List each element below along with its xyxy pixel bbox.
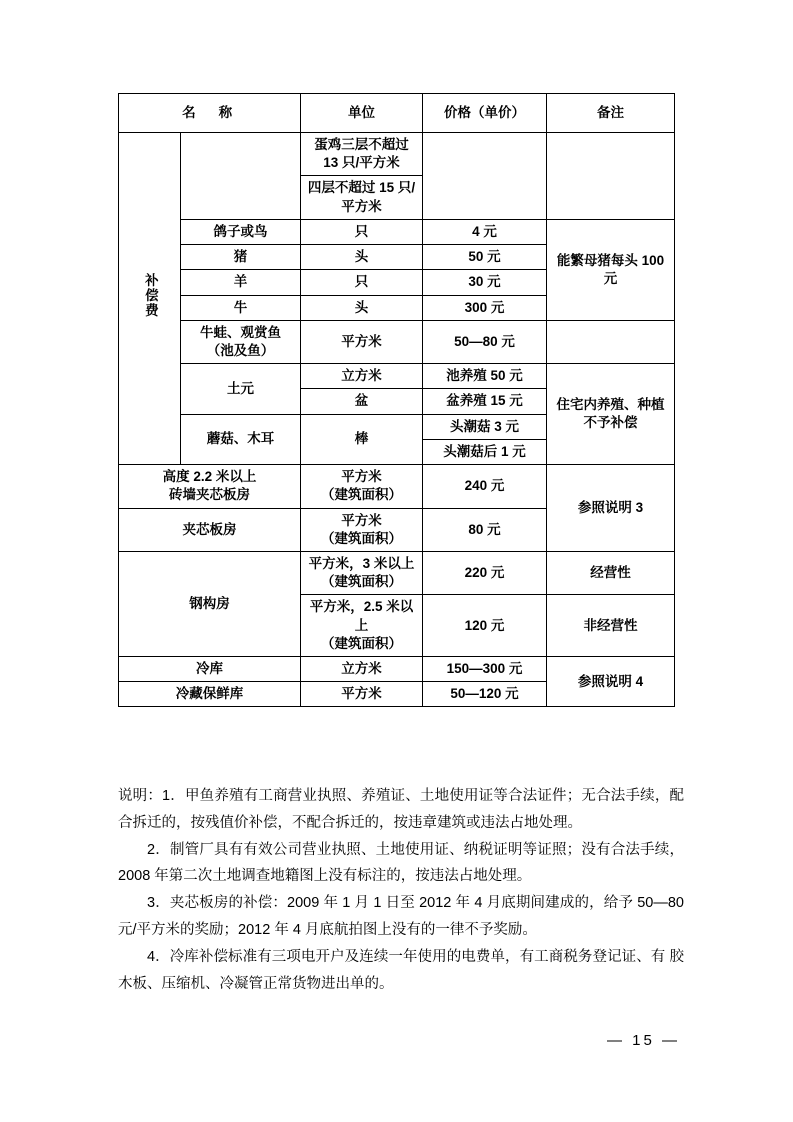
cell-unit-pigeon: 只	[301, 219, 423, 244]
cell-name-mushroom: 蘑菇、木耳	[181, 414, 301, 464]
cell-name-brickwall: 高度 2.2 米以上 砖墙夹芯板房	[119, 465, 301, 508]
cell-price-sandwich: 80 元	[423, 508, 547, 551]
table-row	[119, 364, 675, 389]
cell-name-sandwich: 夹芯板房	[119, 508, 301, 551]
cell-note-eggchicken	[547, 133, 675, 220]
cell-unit-coldstorage: 立方米	[301, 657, 423, 682]
cell-unit-frog: 平方米	[301, 320, 423, 363]
cell-price-steelhouse-1: 220 元	[423, 551, 547, 594]
cell-price-steelhouse-2: 120 元	[423, 595, 547, 657]
compensation-table-container	[118, 93, 674, 707]
cell-unit-sandwich: 平方米 （建筑面积）	[301, 508, 423, 551]
cell-name-freshstorage: 冷藏保鲜库	[119, 682, 301, 707]
cell-price-frog: 50—80 元	[423, 320, 547, 363]
table-row	[119, 551, 675, 594]
cell-unit-tuyuan-2: 盆	[301, 389, 423, 414]
group-label-compensation: 补偿费	[119, 133, 181, 465]
header-note: 备注	[547, 94, 675, 133]
cell-price-coldstorage: 150—300 元	[423, 657, 547, 682]
cell-note-frog	[547, 320, 675, 363]
notes-section	[118, 783, 684, 998]
cell-price-mushroom-2: 头潮菇后 1 元	[423, 439, 547, 464]
cell-unit-freshstorage: 平方米	[301, 682, 423, 707]
cell-note-sow: 能繁母猪每头 100 元	[547, 219, 675, 320]
cell-unit-sheep: 只	[301, 270, 423, 295]
cell-unit-pig: 头	[301, 245, 423, 270]
cell-note-steelhouse-1: 经营性	[547, 551, 675, 594]
cell-unit-eggchicken-1: 蛋鸡三层不超过 13 只/平方米	[301, 133, 423, 176]
cell-name-cow: 牛	[181, 295, 301, 320]
cell-empty-name-eggchicken	[181, 133, 301, 220]
cell-name-pig: 猪	[181, 245, 301, 270]
cell-price-pigeon: 4 元	[423, 219, 547, 244]
table-row	[119, 465, 675, 508]
cell-price-tuyuan-1: 池养殖 50 元	[423, 364, 547, 389]
cell-name-tuyuan: 土元	[181, 364, 301, 414]
cell-unit-tuyuan-1: 立方米	[301, 364, 423, 389]
cell-name-coldstorage: 冷库	[119, 657, 301, 682]
cell-unit-cow: 头	[301, 295, 423, 320]
cell-name-pigeon: 鸽子或鸟	[181, 219, 301, 244]
cell-name-sheep: 羊	[181, 270, 301, 295]
note-line-1: 说明：1．甲鱼养殖有工商营业执照、养殖证、土地使用证等合法证件；无合法手续，配 合拆迁的，按残值价补偿，不配合拆迁的，按违章建筑或违法占地处理。	[118, 788, 684, 831]
cell-price-pig: 50 元	[423, 245, 547, 270]
note-line-3: 3．夹芯板房的补偿：2009 年 1 月 1 日至 2012 年 4 月底期间建成的，给予 50—80元/平方米的奖励；2012 年 4 月底航拍图上没有的一律不予奖励。	[118, 895, 684, 939]
table-row	[119, 657, 675, 682]
cell-price-mushroom-1: 头潮菇 3 元	[423, 414, 547, 439]
cell-note-steelhouse-2: 非经营性	[547, 595, 675, 657]
cell-price-brickwall: 240 元	[423, 465, 547, 508]
header-unit: 单位	[301, 94, 423, 133]
cell-name-frog: 牛蛙、观赏鱼 （池及鱼）	[181, 320, 301, 363]
cell-unit-steelhouse-2: 平方米，2.5 米以 上 （建筑面积）	[301, 595, 423, 657]
cell-price-sheep: 30 元	[423, 270, 547, 295]
cell-note-reference3: 参照说明 3	[547, 465, 675, 552]
cell-unit-eggchicken-2: 四层不超过 15 只/ 平方米	[301, 176, 423, 219]
page-number: — 15 —	[606, 1032, 680, 1049]
cell-note-residential: 住宅内养殖、种植 不予补偿	[547, 364, 675, 465]
cell-price-tuyuan-2: 盆养殖 15 元	[423, 389, 547, 414]
cell-price-freshstorage: 50—120 元	[423, 682, 547, 707]
header-price: 价格（单价）	[423, 94, 547, 133]
cell-price-eggchicken	[423, 133, 547, 220]
table-header-row	[119, 94, 675, 133]
table-row	[119, 133, 675, 176]
cell-unit-steelhouse-1: 平方米，3 米以上 （建筑面积）	[301, 551, 423, 594]
note-line-4: 4．冷库补偿标准有三项电开户及连续一年使用的电费单，有工商税务登记证、有 胶木板、压缩机、冷凝管正常货物进出单的。	[118, 948, 684, 992]
cell-note-reference4: 参照说明 4	[547, 657, 675, 707]
cell-name-steelhouse: 钢构房	[119, 551, 301, 656]
note-line-2: 2．制管厂具有有效公司营业执照、土地使用证、纳税证明等证照；没有合法手续，2008 年第二次土地调查地籍图上没有标注的，按违法占地处理。	[118, 841, 684, 885]
compensation-table	[118, 93, 675, 707]
cell-unit-mushroom: 棒	[301, 414, 423, 464]
cell-unit-brickwall: 平方米 （建筑面积）	[301, 465, 423, 508]
header-name: 名 称	[119, 94, 301, 133]
table-row	[119, 320, 675, 363]
cell-price-cow: 300 元	[423, 295, 547, 320]
table-row	[119, 219, 675, 244]
